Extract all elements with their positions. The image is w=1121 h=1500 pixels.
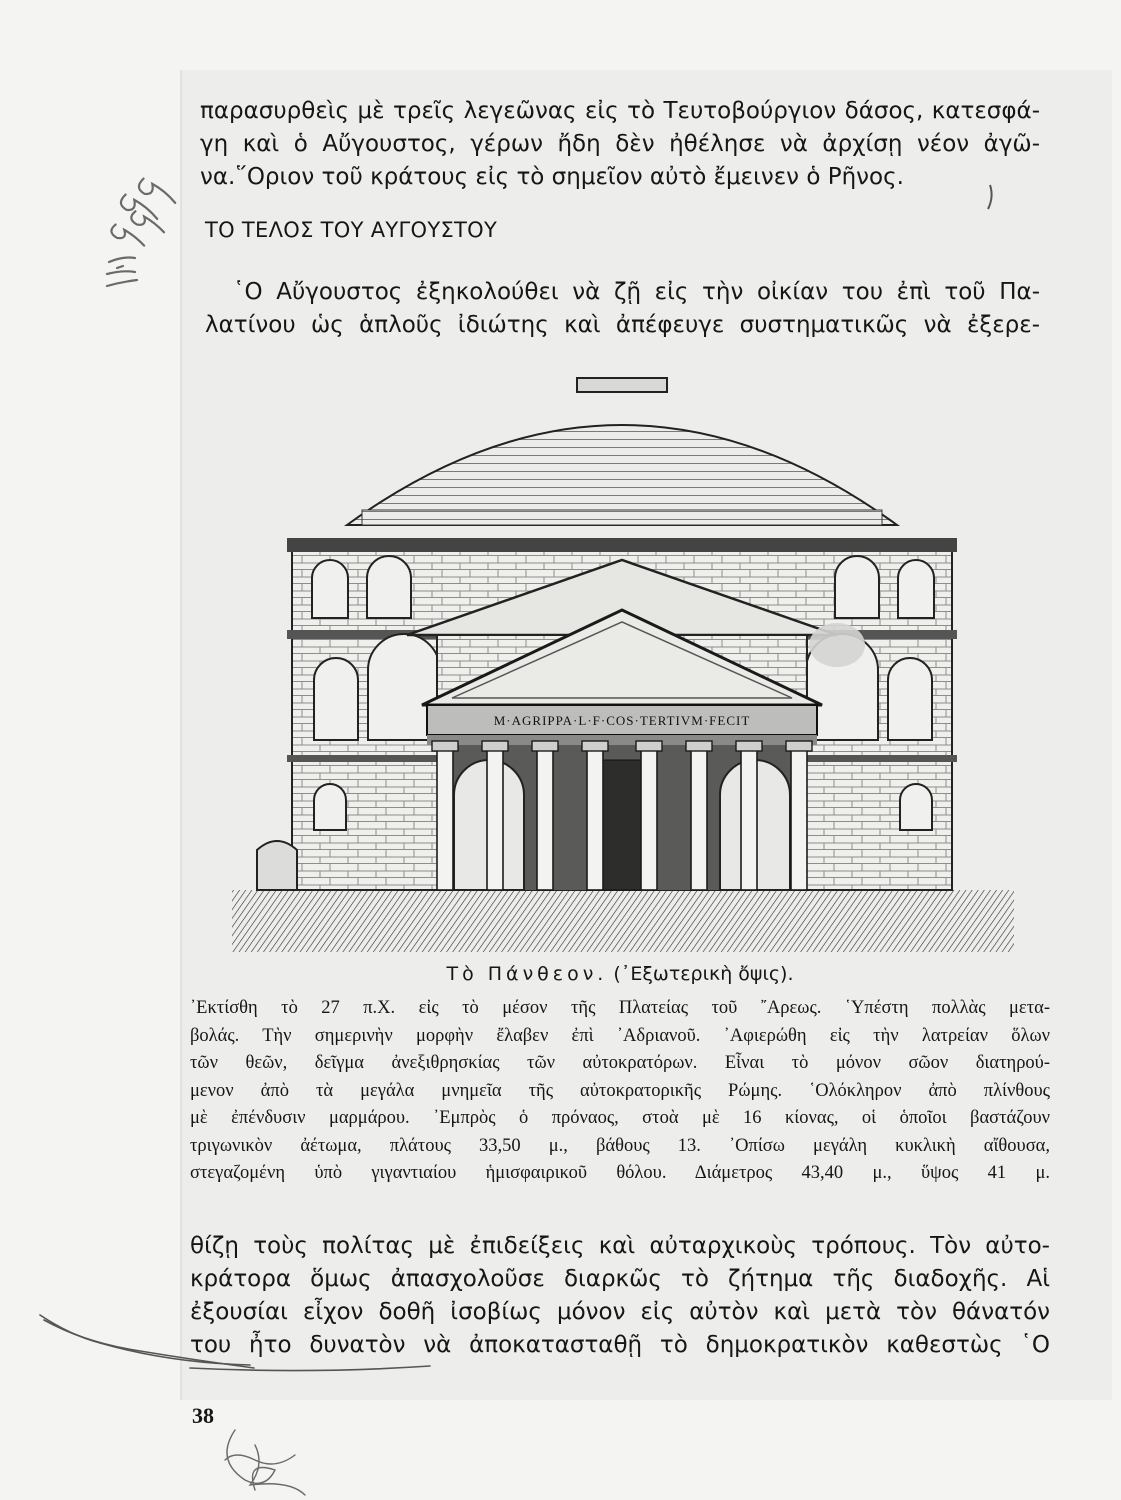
note-line: ᾿Εκτίσθη τὸ 27 π.Χ. εἰς τὸ μέσον τῆς Πλατείας τοῦ ῎Αρεως. ῾Υπέστη πολλὰς μετα- [190,998,1050,1018]
text-line: κράτορα ὅμως ἀπασχολοῦσε διαρκῶς τὸ ζήτημα τῆς διαδοχῆς. Αἱ [190,1266,1050,1292]
text-line: ῾Ο Αὔγουστος ἐξηκολούθει νὰ ζῇ εἰς τὴν οἰκίαν του ἐπὶ τοῦ Πα- [233,279,1040,305]
note-line: μενον ἀπὸ τὰ μεγάλα μνημεῖα τῆς αὐτοκρατορικῆς Ρώμης. ῾Ολόκληρον ἀπὸ πλίνθους [190,1080,1050,1101]
page-number: 38 [192,1403,214,1428]
figure-note [190,995,1050,1188]
caption-title: Τὸ Πάνθεον. [446,963,608,985]
top-paragraph [200,95,1040,194]
ruined-wall [257,841,297,890]
section-heading: ΤΟ ΤΕΛΟΣ ΤΟΥ ΑΥΓΟΥΣΤΟΥ [205,218,498,242]
text-line: παρασυρθεὶς μὲ τρεῖς λεγεῶνας εἰς τὸ Τευτοβούργιον δάσος, κατεσφά- [200,98,1040,124]
text-line: θίζῃ τοὺς πολίτας μὲ ἐπιδείξεις καὶ αὐταρχικοὺς τρόπους. Τὸν αὐτο- [190,1233,1050,1259]
text-line: γη καὶ ὁ Αὔγουστος, γέρων ἤδη δὲν ἠθέλησε νὰ ἀρχίσῃ νέον ἀγῶ- [200,131,1040,157]
text-line: λατίνου ὡς ἁπλοῦς ἰδιώτης καὶ ἀπέφευγε συστηματικῶς νὰ ἐξερε- [205,312,1040,338]
oculus-ring [577,378,667,392]
note-line: βολάς. Τὴν σημερινὴν μορφὴν ἔλαβεν ἐπὶ ᾿Αδριανοῦ. ᾿Αφιερώθη εἰς τὴν λατρείαν ὅλων [190,1025,1050,1046]
caption-subtitle: (᾿Εξωτερικὴ ὄψις). [613,963,794,985]
text-line: να.῞Οριον τοῦ κράτους εἰς τὸ σημεῖον αὐτὸ ἔμεινεν ὁ Ρῆνος. [200,164,904,190]
pencil-scribble [195,1425,325,1495]
note-line: τριγωνικὸν ἀέτωμα, πλάτους 33,50 μ., βάθους 13. ᾿Οπίσω μεγάλη κυκλικὴ αἴθουσα, [190,1135,1050,1156]
note-line: στεγαζομένη ὑπὸ γιγαντιαίου ἡμισφαιρικοῦ θόλου. Διάμετρος 43,40 μ., ὕψος 41 μ. [190,1163,1050,1183]
text-line: ἐξουσίαι εἶχον δοθῆ ἰσοβίως μόνον εἰς αὐτὸν καὶ μετὰ τὸν θάνατόν [190,1299,1050,1325]
note-line: μὲ ἐπένδυσιν μαρμάρου. ᾿Εμπρὸς ὁ πρόναος, στοὰ μὲ 16 κίονας, οἱ ὁποῖοι βαστάζουν [190,1108,1050,1128]
pencil-underline [30,1310,450,1390]
handwritten-margin-note [95,158,185,298]
ground [232,890,1014,952]
figure-caption [200,963,1040,985]
note-line: τῶν θεῶν, δεῖγμα ἀνεξιθρησκίας τῶν αὐτοκρατόρων. Εἶναι τὸ μόνον σῶον διατηρού- [190,1053,1050,1073]
pantheon-engraving [232,360,1014,960]
portico-inscription: M·AGRIPPA·L·F·COS·TERTIVM·FECIT [493,713,751,728]
text-line: του ἦτο δυνατὸν νὰ ἀποκατασταθῇ τὸ δημοκρατικὸν καθεστὼς ῾Ο [190,1332,1050,1358]
second-paragraph [205,276,1040,342]
